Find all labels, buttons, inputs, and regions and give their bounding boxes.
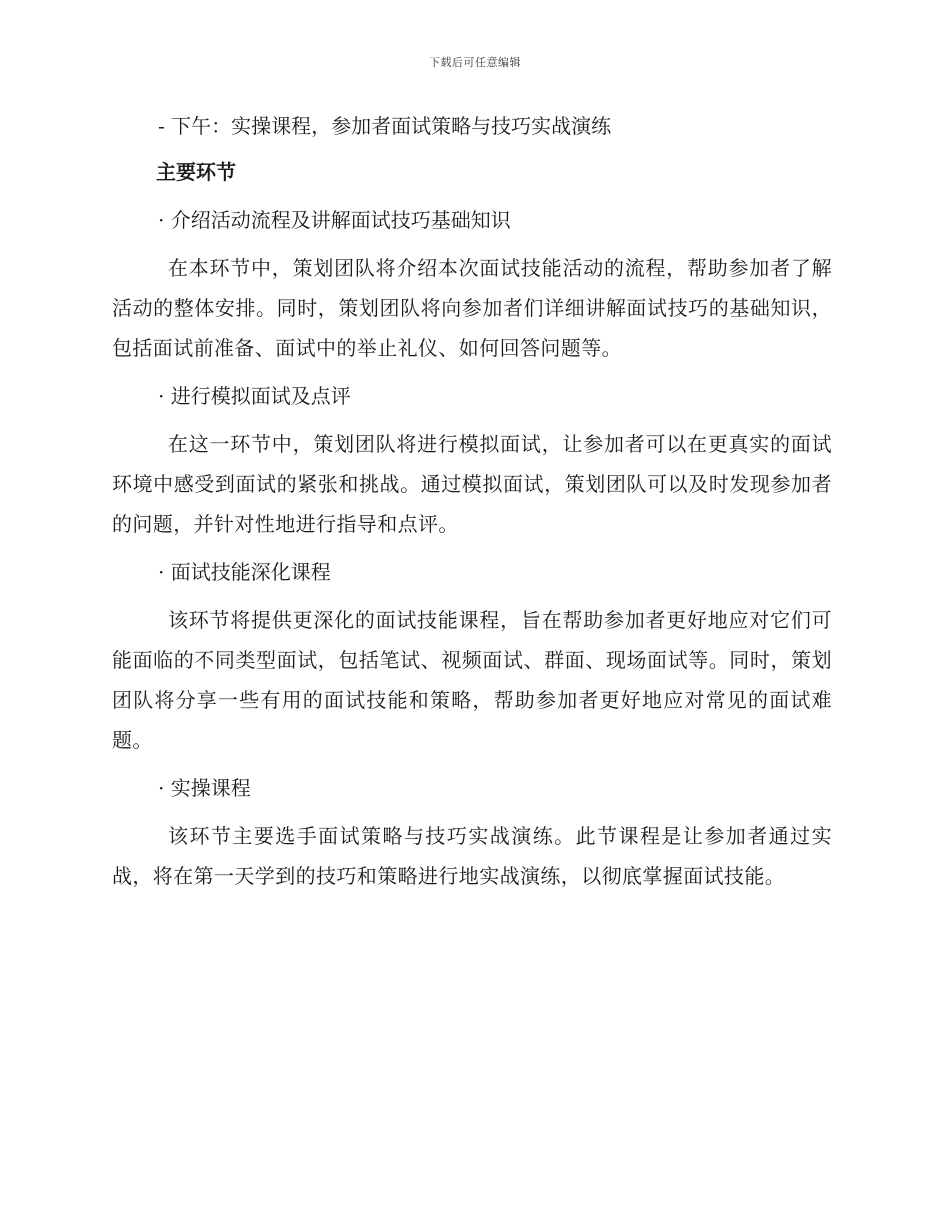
item-body-intro: 在本环节中，策划团队将介绍本次面试技能活动的流程，帮助参加者了解活动的整体安排。同时，策划团队将向参加者们详细讲解面试技巧的基础知识，包括面试前准备、面试中的举止礼仪、如何回答问题等。	[112, 256, 832, 360]
item-body-mock-interview: 在这一环节中，策划团队将进行模拟面试，让参加者可以在更真实的面试环境中感受到面试的紧张和挑战。通过模拟面试，策划团队可以及时发现参加者的问题，并针对性地进行指导和点评。	[112, 432, 832, 536]
schedule-afternoon-line: - 下午：实操课程，参加者面试策略与技巧实战演练	[158, 114, 612, 138]
item-title-intro: · 介绍活动流程及讲解面试技巧基础知识	[158, 208, 511, 232]
item-title-advanced-course: · 面试技能深化课程	[158, 560, 331, 584]
item-title-practical-course: · 实操课程	[158, 776, 251, 800]
section-heading: 主要环节	[156, 160, 236, 184]
item-body-advanced-course: 该环节将提供更深化的面试技能课程，旨在帮助参加者更好地应对它们可能面临的不同类型面试，包括笔试、视频面试、群面、现场面试等。同时，策划团队将分享一些有用的面试技能和策略，帮助参加者更好地应对常见的面试难题。	[112, 608, 832, 752]
document-body	[112, 108, 832, 906]
item-body-practical-course: 该环节主要选手面试策略与技巧实战演练。此节课程是让参加者通过实战，将在第一天学到的技巧和策略进行地实战演练，以彻底掌握面试技能。	[112, 824, 832, 888]
item-title-mock-interview: · 进行模拟面试及点评	[158, 384, 351, 408]
page-header-note: 下载后可任意编辑	[429, 56, 521, 69]
